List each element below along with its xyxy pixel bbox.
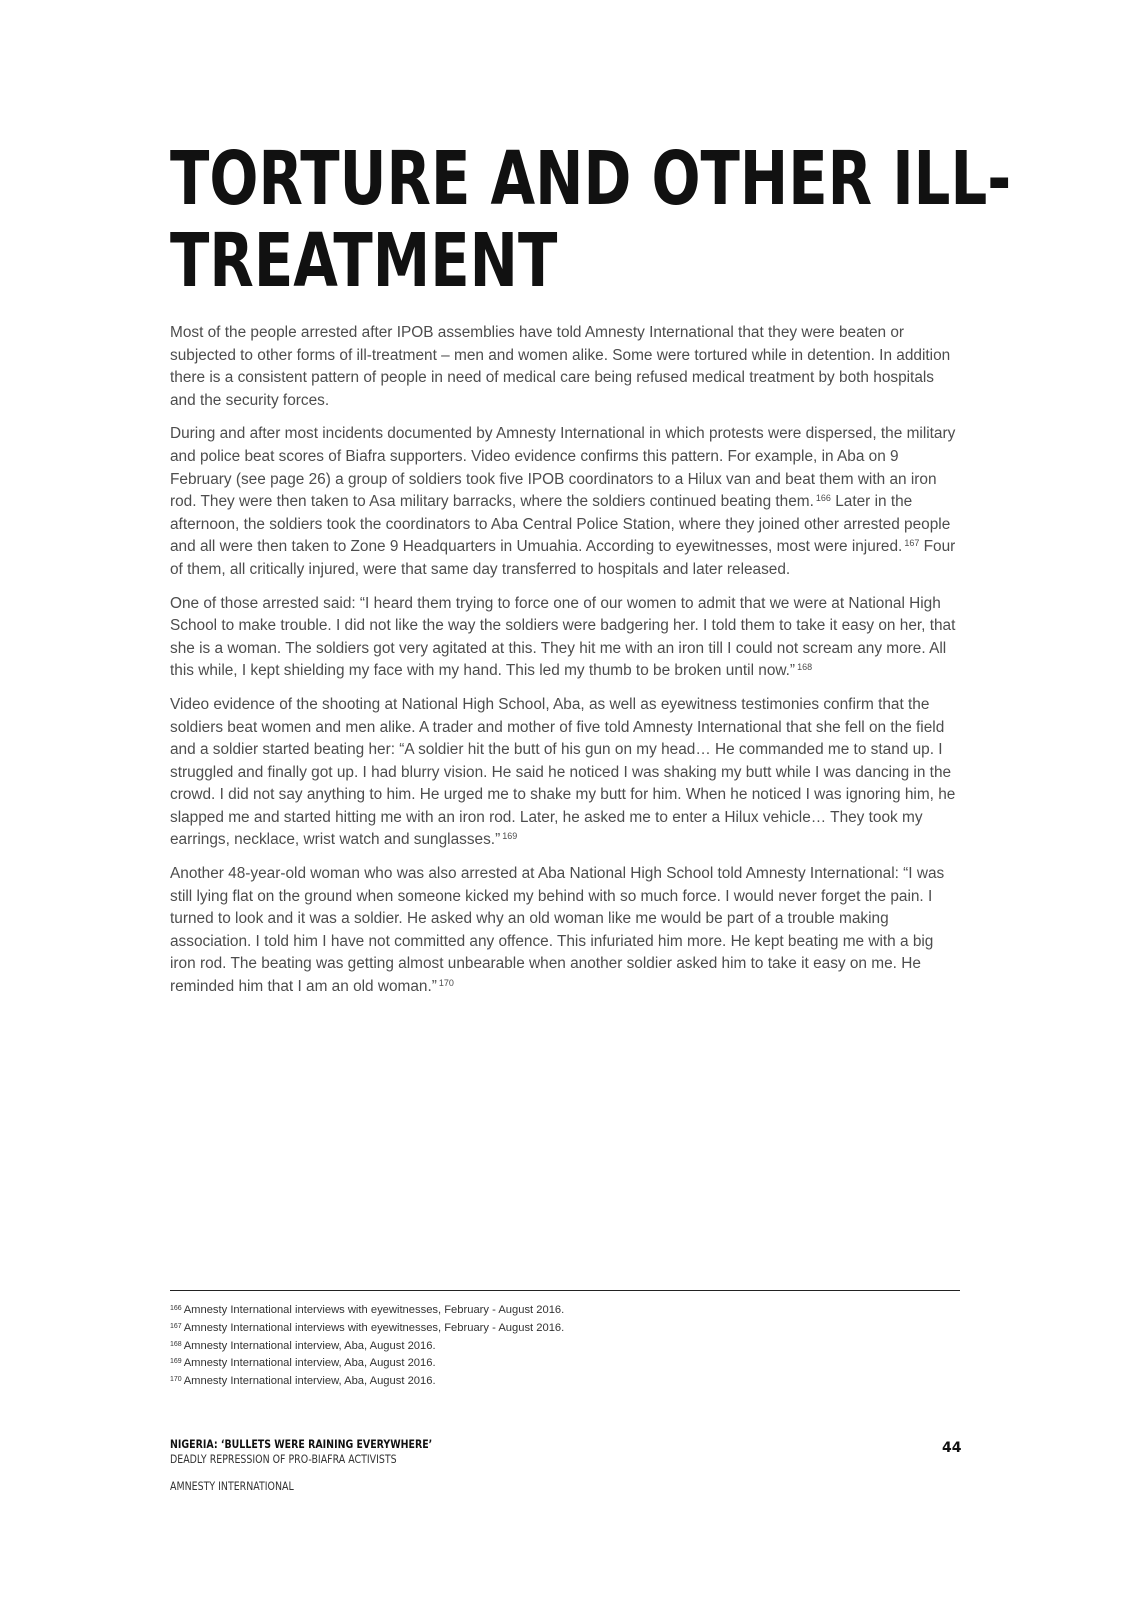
footnote-item xyxy=(170,1301,960,1319)
paragraph-2-text-c: Four of them, all critically injured, were that same day transferred to hospitals and later released. xyxy=(170,538,956,578)
footnote-text: Amnesty International interviews with eyewitnesses, February - August 2016. xyxy=(183,1321,565,1334)
footnote-text: Amnesty International interview, Aba, August 2016. xyxy=(183,1375,436,1388)
footer-organization: AMNESTY INTERNATIONAL xyxy=(170,1479,294,1493)
paragraph-2 xyxy=(170,423,960,581)
footnote-divider xyxy=(170,1290,960,1291)
footnote-item xyxy=(170,1319,960,1337)
page-title-line-1: TORTURE AND OTHER ILL- xyxy=(170,136,1012,222)
footnote-ref-169[interactable]: 169 xyxy=(502,831,518,842)
footnote-ref-167[interactable]: 167 xyxy=(904,538,920,549)
footnote-number: 169 xyxy=(170,1358,182,1366)
footnote-ref-166[interactable]: 166 xyxy=(815,493,831,504)
paragraph-1 xyxy=(170,322,960,412)
footnote-item xyxy=(170,1372,960,1390)
body-text xyxy=(170,322,960,1010)
footnotes xyxy=(170,1301,960,1390)
footnote-text: Amnesty International interview, Aba, August 2016. xyxy=(183,1339,436,1352)
paragraph-4-text: Video evidence of the shooting at National High School, Aba, as well as eyewitness testimonies confirm that the soldiers beat women and men alike. A trader and mother of five told Amnesty International that she fell on the field and a soldier started beating her: “A soldier hit the butt of his gun on my head… He commanded me to stand up. I struggled and finally got up. I had blurry vision. He said he noticed I was shaking my butt while I was dancing in the crowd. I did not say anything to him. He urged me to shake my butt for him. When he noticed I was ignoring him, he slapped me and started hitting me with an iron rod. Later, he asked me to enter a Hilux vehicle… They took my earrings, necklace, wrist watch and sunglasses.” xyxy=(170,695,956,849)
paragraph-2-text-b: Later in the afternoon, the soldiers took the coordinators to Aba Central Police Station, where they joined other arrested people and all were then taken to Zone 9 Headquarters in Umuahia. According to eyewitnesses, most were injured. xyxy=(170,493,951,556)
footer-subtitle: DEADLY REPRESSION OF PRO-BIAFRA ACTIVISTS xyxy=(170,1452,397,1466)
footnote-number: 168 xyxy=(170,1340,182,1348)
page-title-line-2: TREATMENT xyxy=(170,218,558,304)
footnote-ref-168[interactable]: 168 xyxy=(797,662,813,673)
footnote-item xyxy=(170,1354,960,1372)
page-number: 44 xyxy=(942,1440,962,1456)
footnote-number: 170 xyxy=(170,1376,182,1384)
footnote-number: 166 xyxy=(170,1305,182,1312)
paragraph-3-text: One of those arrested said: “I heard them trying to force one of our women to admit that we were at National High School to make trouble. I did not like the way the soldiers were badgering her. I told them to take it easy on her, that she is a woman. The soldiers got very agitated at this. They hit me with an iron till I could not scream any more. All this while, I kept shielding my face with my hand. This led my thumb to be broken until now.” xyxy=(170,594,956,680)
paragraph-5 xyxy=(170,863,960,999)
paragraph-2-text-a: During and after most incidents documented by Amnesty International in which protests were dispersed, the military and police beat scores of Biafra supporters. Video evidence confirms this pattern. For example, in Aba on 9 February (see page 26) a group of soldiers took five IPOB coordinators to a Hilux van and beat them with an iron rod. They were then taken to Asa military barracks, where the soldiers continued beating them. xyxy=(170,425,956,511)
footnote-ref-170[interactable]: 170 xyxy=(438,978,454,989)
footnote-number: 167 xyxy=(170,1322,182,1330)
page-title xyxy=(170,136,1012,304)
paragraph-5-text: Another 48-year-old woman who was also arrested at Aba National High School told Amnesty International: “I was still lying flat on the ground when someone kicked my behind with so much force. I would never forget the pain. I turned to look and it was a soldier. He asked why an old woman like me would be part of a trouble making association. I told him I have not committed any offence. This infuriated him more. He kept beating me with a big iron rod. The beating was getting almost unbearable when another soldier asked him to take it easy on me. He reminded him that I am an old woman.” xyxy=(170,865,945,996)
footnote-text: Amnesty International interviews with eyewitnesses, February - August 2016. xyxy=(183,1304,565,1316)
paragraph-4 xyxy=(170,694,960,852)
footnote-item xyxy=(170,1337,960,1355)
footnote-text: Amnesty International interview, Aba, August 2016. xyxy=(183,1357,436,1370)
paragraph-3 xyxy=(170,593,960,683)
page-footer xyxy=(170,1437,960,1494)
paragraph-1-text: Most of the people arrested after IPOB assemblies have told Amnesty International that they were beaten or subjected to other forms of ill-treatment – men and women alike. Some were tortured while in detention. In addition there is a consistent pattern of people in need of medical care being refused medical treatment by both hospitals and the security forces. xyxy=(170,324,951,409)
footer-report-title: NIGERIA: ‘BULLETS WERE RAINING EVERYWHERE’ xyxy=(170,1437,433,1451)
